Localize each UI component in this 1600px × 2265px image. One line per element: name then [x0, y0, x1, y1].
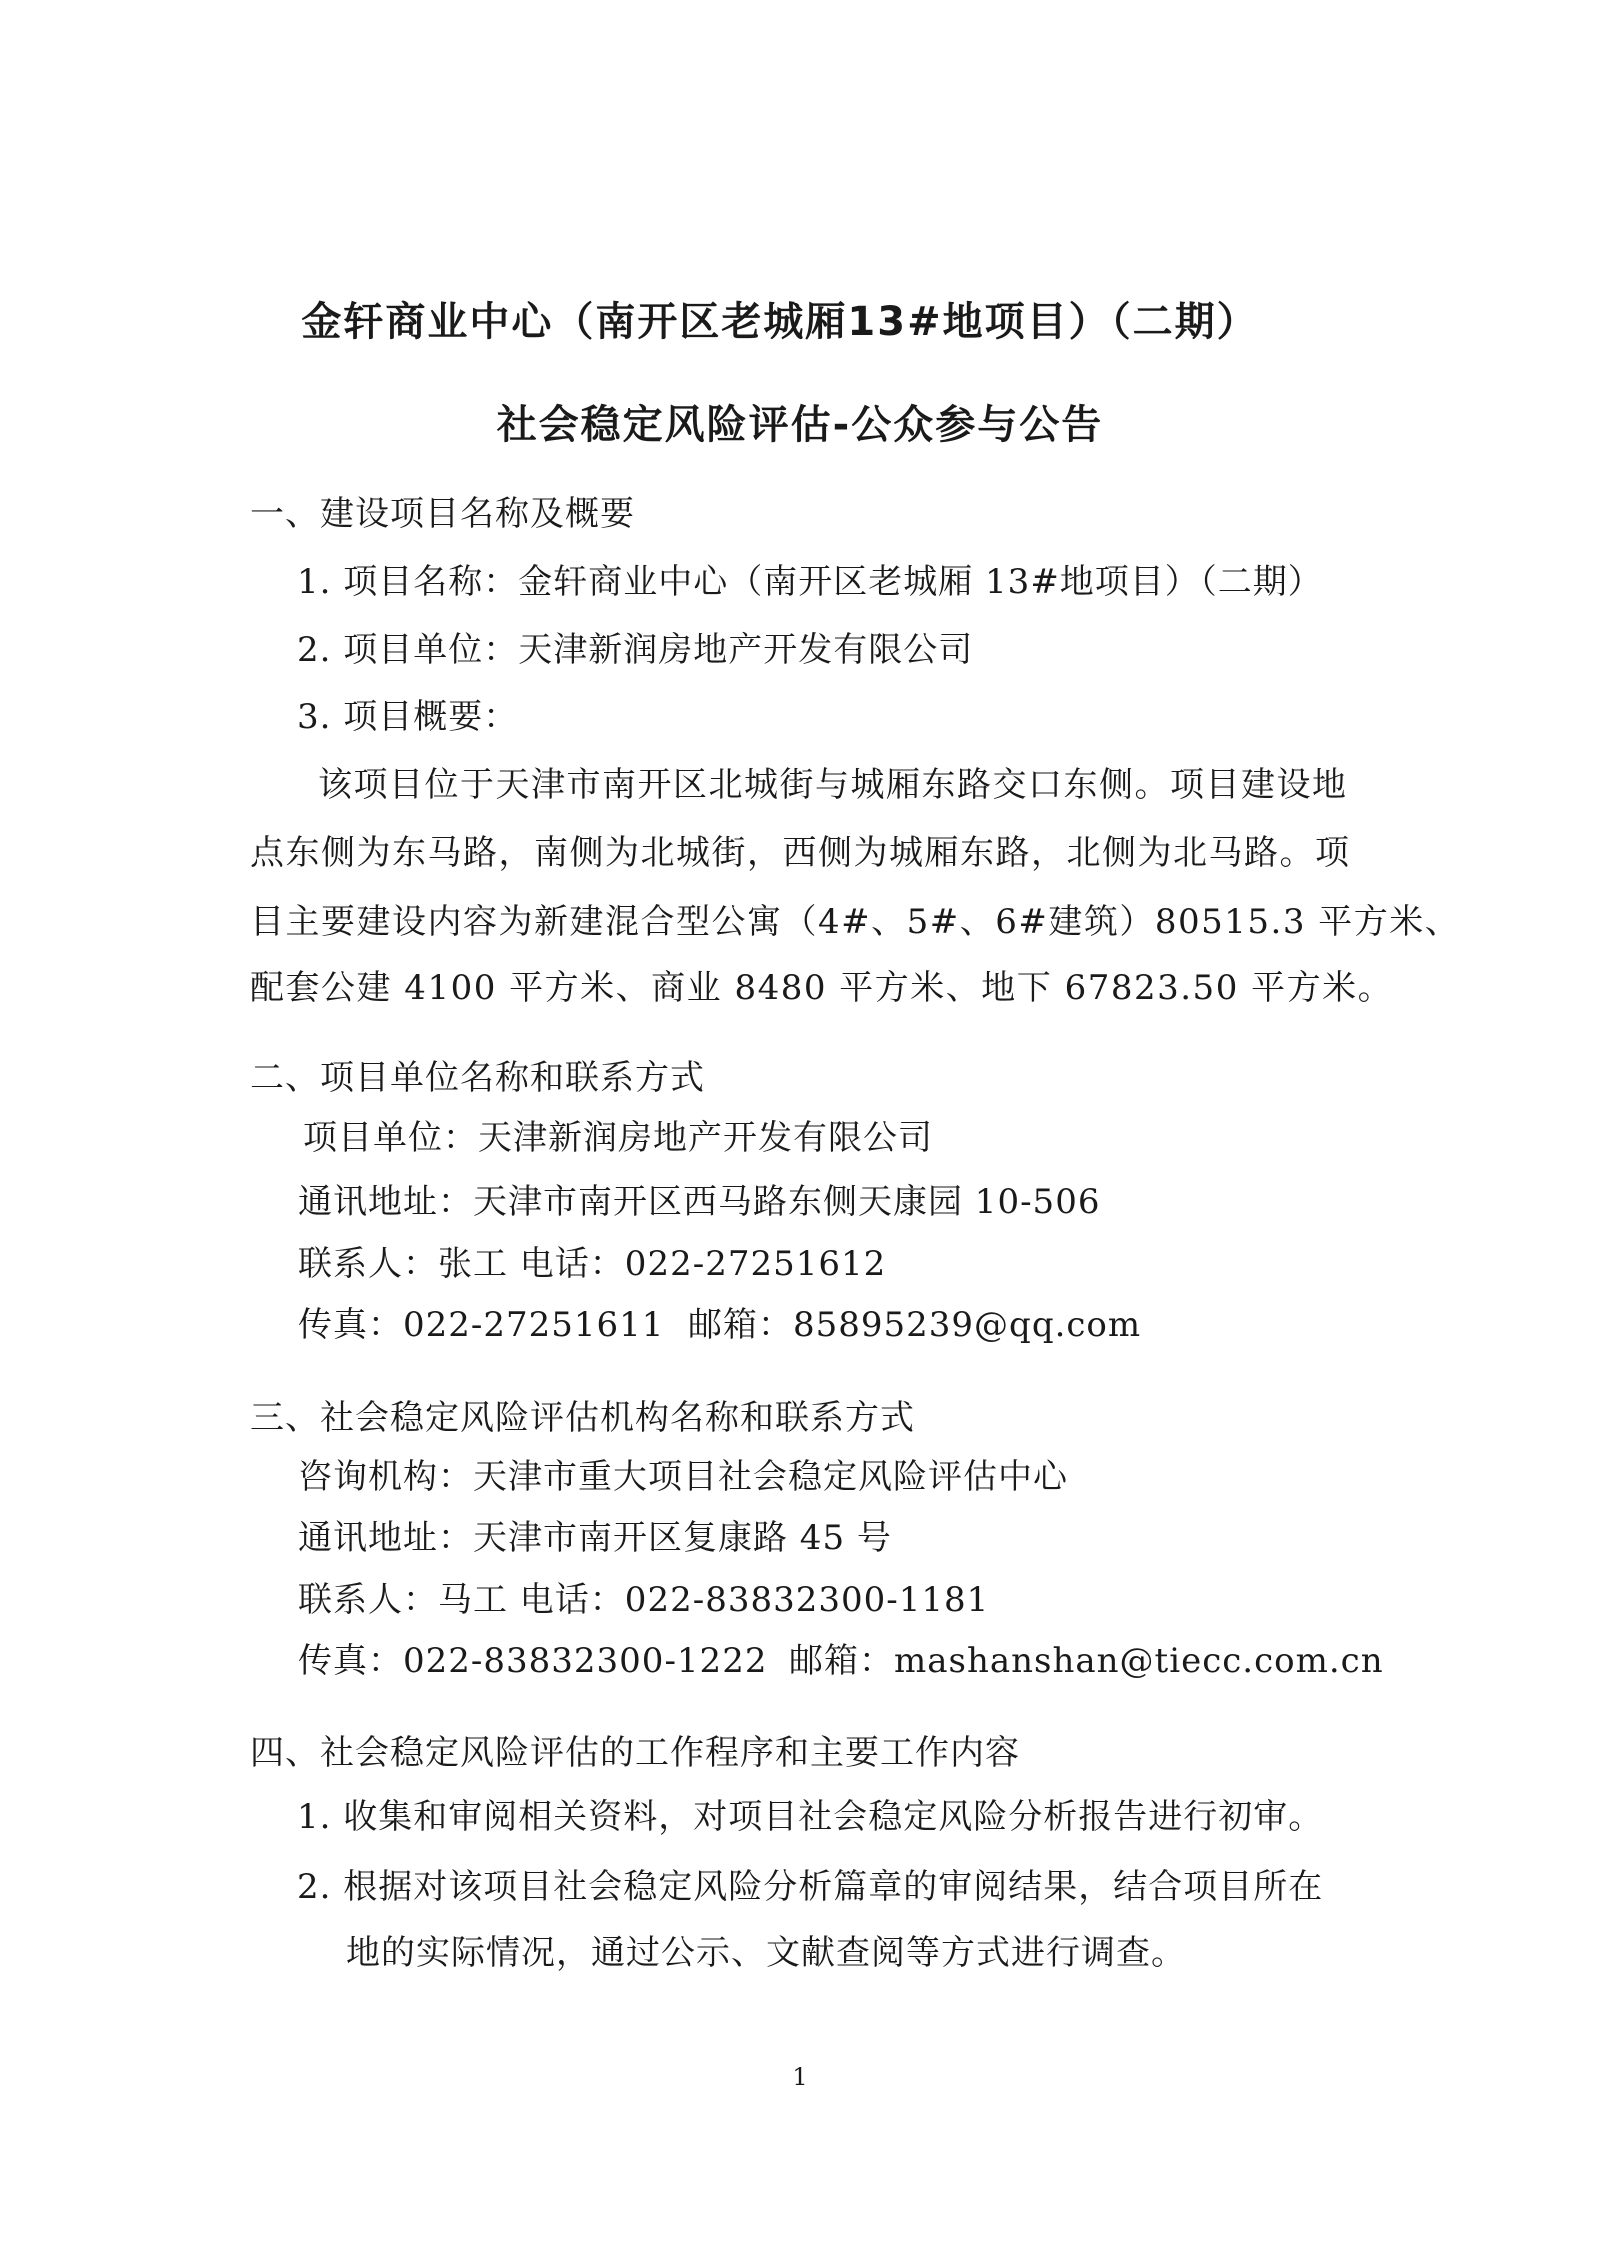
- overview-paragraph-line-1: 该项目位于天津市南开区北城街与城厢东路交口东侧。项目建设地: [318, 765, 1348, 805]
- section-2-heading: 二、项目单位名称和联系方式: [250, 1058, 705, 1098]
- agency-email: 邮箱：mashanshan@tiecc.com.cn: [789, 1641, 1384, 1681]
- section-4-item-2-line-1: 2. 根据对该项目社会稳定风险分析篇章的审阅结果，结合项目所在: [297, 1867, 1324, 1907]
- agency-fax: 传真：022-83832300-1222: [298, 1641, 768, 1681]
- section-1-heading: 一、建设项目名称及概要: [250, 494, 635, 534]
- project-unit-fax: 传真：022-27251611: [298, 1305, 665, 1345]
- agency-contact: 联系人：马工 电话：022-83832300-1181: [298, 1580, 990, 1620]
- page-number: 1: [792, 2063, 808, 2091]
- overview-paragraph-line-2: 点东侧为东马路，南侧为北城街，西侧为城厢东路，北侧为北马路。项: [250, 833, 1351, 873]
- agency-name-line: 咨询机构：天津市重大项目社会稳定风险评估中心: [298, 1457, 1068, 1497]
- document-title-line-2: 社会稳定风险评估-公众参与公告: [496, 402, 1104, 448]
- project-unit-line: 项目单位：天津新润房地产开发有限公司: [303, 1118, 933, 1158]
- section-4-item-2-line-2: 地的实际情况，通过公示、文献查阅等方式进行调查。: [346, 1933, 1186, 1973]
- project-unit-contact: 联系人：张工 电话：022-27251612: [298, 1244, 887, 1284]
- project-unit-address: 通讯地址：天津市南开区西马路东侧天康园 10-506: [298, 1182, 1101, 1222]
- section-4-item-1: 1. 收集和审阅相关资料，对项目社会稳定风险分析报告进行初审。: [297, 1797, 1324, 1837]
- section-1-item-1: 1. 项目名称：金轩商业中心（南开区老城厢 13#地项目）（二期）: [297, 562, 1323, 602]
- overview-paragraph-line-3: 目主要建设内容为新建混合型公寓（4#、5#、6#建筑）80515.3 平方米、: [250, 902, 1461, 942]
- project-unit-email: 邮箱：85895239@qq.com: [688, 1305, 1142, 1345]
- agency-address: 通讯地址：天津市南开区复康路 45 号: [298, 1518, 892, 1558]
- section-3-heading: 三、社会稳定风险评估机构名称和联系方式: [250, 1398, 915, 1438]
- overview-paragraph-line-4: 配套公建 4100 平方米、商业 8480 平方米、地下 67823.50 平方米。: [250, 968, 1394, 1008]
- section-1-item-3: 3. 项目概要：: [297, 697, 519, 737]
- section-1-item-2: 2. 项目单位：天津新润房地产开发有限公司: [297, 630, 974, 670]
- section-4-heading: 四、社会稳定风险评估的工作程序和主要工作内容: [250, 1733, 1020, 1773]
- document-title-line-1: 金轩商业中心（南开区老城厢13#地项目）（二期）: [301, 299, 1259, 345]
